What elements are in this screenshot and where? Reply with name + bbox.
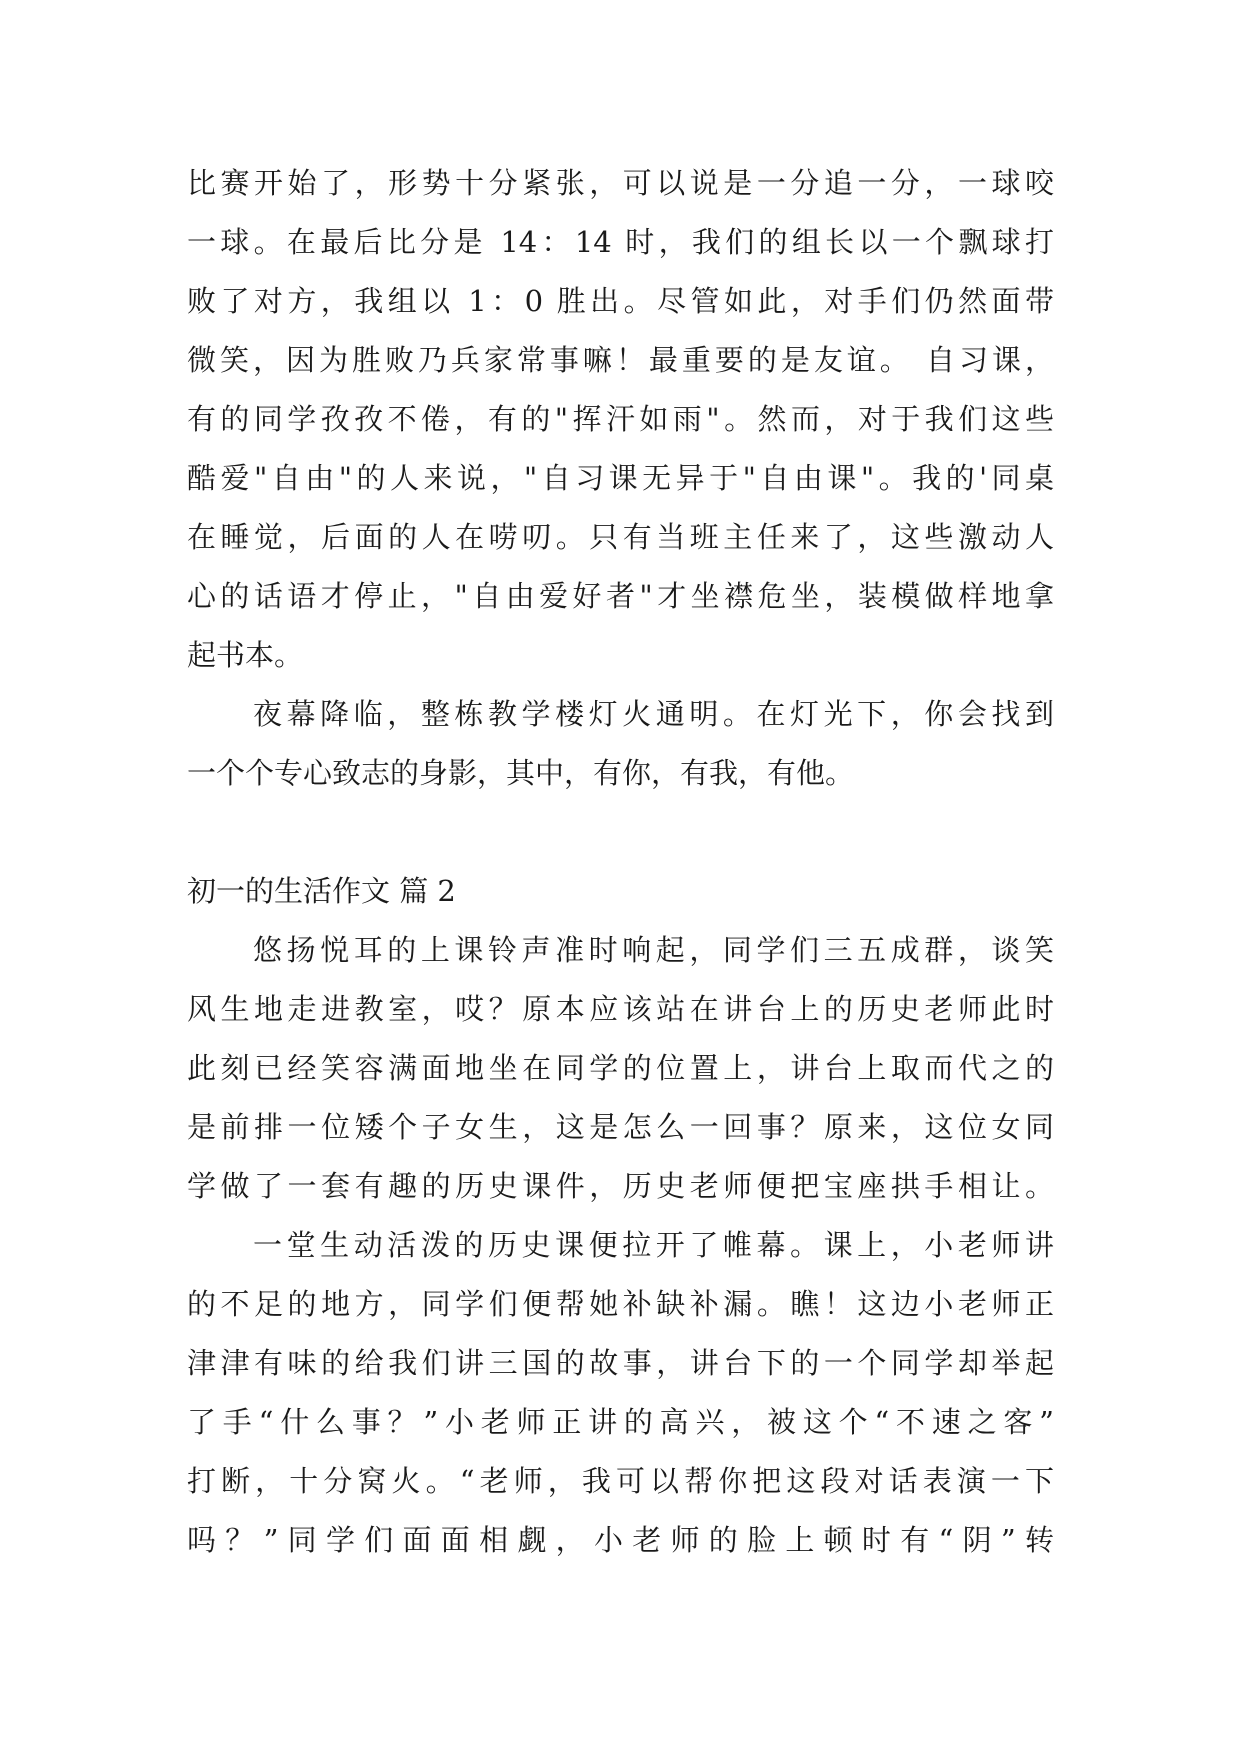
text-line: 心的话语才停止，"自由爱好者"才坐襟危坐，装模做样地拿 bbox=[187, 579, 1054, 613]
text-line: 有的同学孜孜不倦，有的"挥汗如雨"。然而，对于我们这些 bbox=[187, 402, 1054, 436]
text-line: 吗？”同学们面面相觑，小老师的脸上顿时有“阴”转 bbox=[187, 1523, 1054, 1557]
text-line: 风生地走进教室，哎？原本应该站在讲台上的历史老师此时 bbox=[187, 992, 1054, 1026]
text-line: 败了对方，我组以 1：0 胜出。尽管如此，对手们仍然面带 bbox=[187, 284, 1054, 318]
text-line: 一球。在最后比分是 14：14 时，我们的组长以一个飘球打 bbox=[187, 225, 1054, 259]
text-line: 酷爱"自由"的人来说，"自习课无异于"自由课"。我的'同桌 bbox=[187, 461, 1054, 495]
text-line: 在睡觉，后面的人在唠叨。只有当班主任来了，这些激动人 bbox=[187, 520, 1054, 554]
document-body bbox=[187, 154, 1054, 1570]
paragraph-first-line: 夜幕降临，整栋教学楼灯火通明。在灯光下，你会找到 bbox=[253, 697, 1054, 731]
text-line: 学做了一套有趣的历史课件，历史老师便把宝座拱手相让。 bbox=[187, 1169, 1054, 1203]
paragraph-spacer bbox=[187, 803, 1054, 862]
text-line: 一个个专心致志的身影，其中，有你，有我，有他。 bbox=[187, 756, 855, 790]
paragraph-first-line: 一堂生动活泼的历史课便拉开了帷幕。课上，小老师讲 bbox=[253, 1228, 1054, 1262]
text-line: 的不足的地方，同学们便帮她补缺补漏。瞧！这边小老师正 bbox=[187, 1287, 1054, 1321]
text-line: 是前排一位矮个子女生，这是怎么一回事？原来，这位女同 bbox=[187, 1110, 1054, 1144]
text-line: 起书本。 bbox=[187, 638, 304, 672]
text-line: 此刻已经笑容满面地坐在同学的位置上，讲台上取而代之的 bbox=[187, 1051, 1054, 1085]
text-line: 微笑，因为胜败乃兵家常事嘛！最重要的是友谊。 自习课， bbox=[187, 343, 1054, 377]
text-line: 津津有味的给我们讲三国的故事，讲台下的一个同学却举起 bbox=[187, 1346, 1054, 1380]
text-line: 打断，十分窝火。“老师，我可以帮你把这段对话表演一下 bbox=[187, 1464, 1054, 1498]
text-line: 比赛开始了，形势十分紧张，可以说是一分追一分，一球咬 bbox=[187, 166, 1054, 200]
paragraph-first-line: 悠扬悦耳的上课铃声准时响起，同学们三五成群，谈笑 bbox=[253, 933, 1054, 967]
text-line: 了手“什么事？”小老师正讲的高兴，被这个“不速之客” bbox=[187, 1405, 1054, 1439]
essay-heading: 初一的生活作文 篇 2 bbox=[187, 874, 456, 908]
